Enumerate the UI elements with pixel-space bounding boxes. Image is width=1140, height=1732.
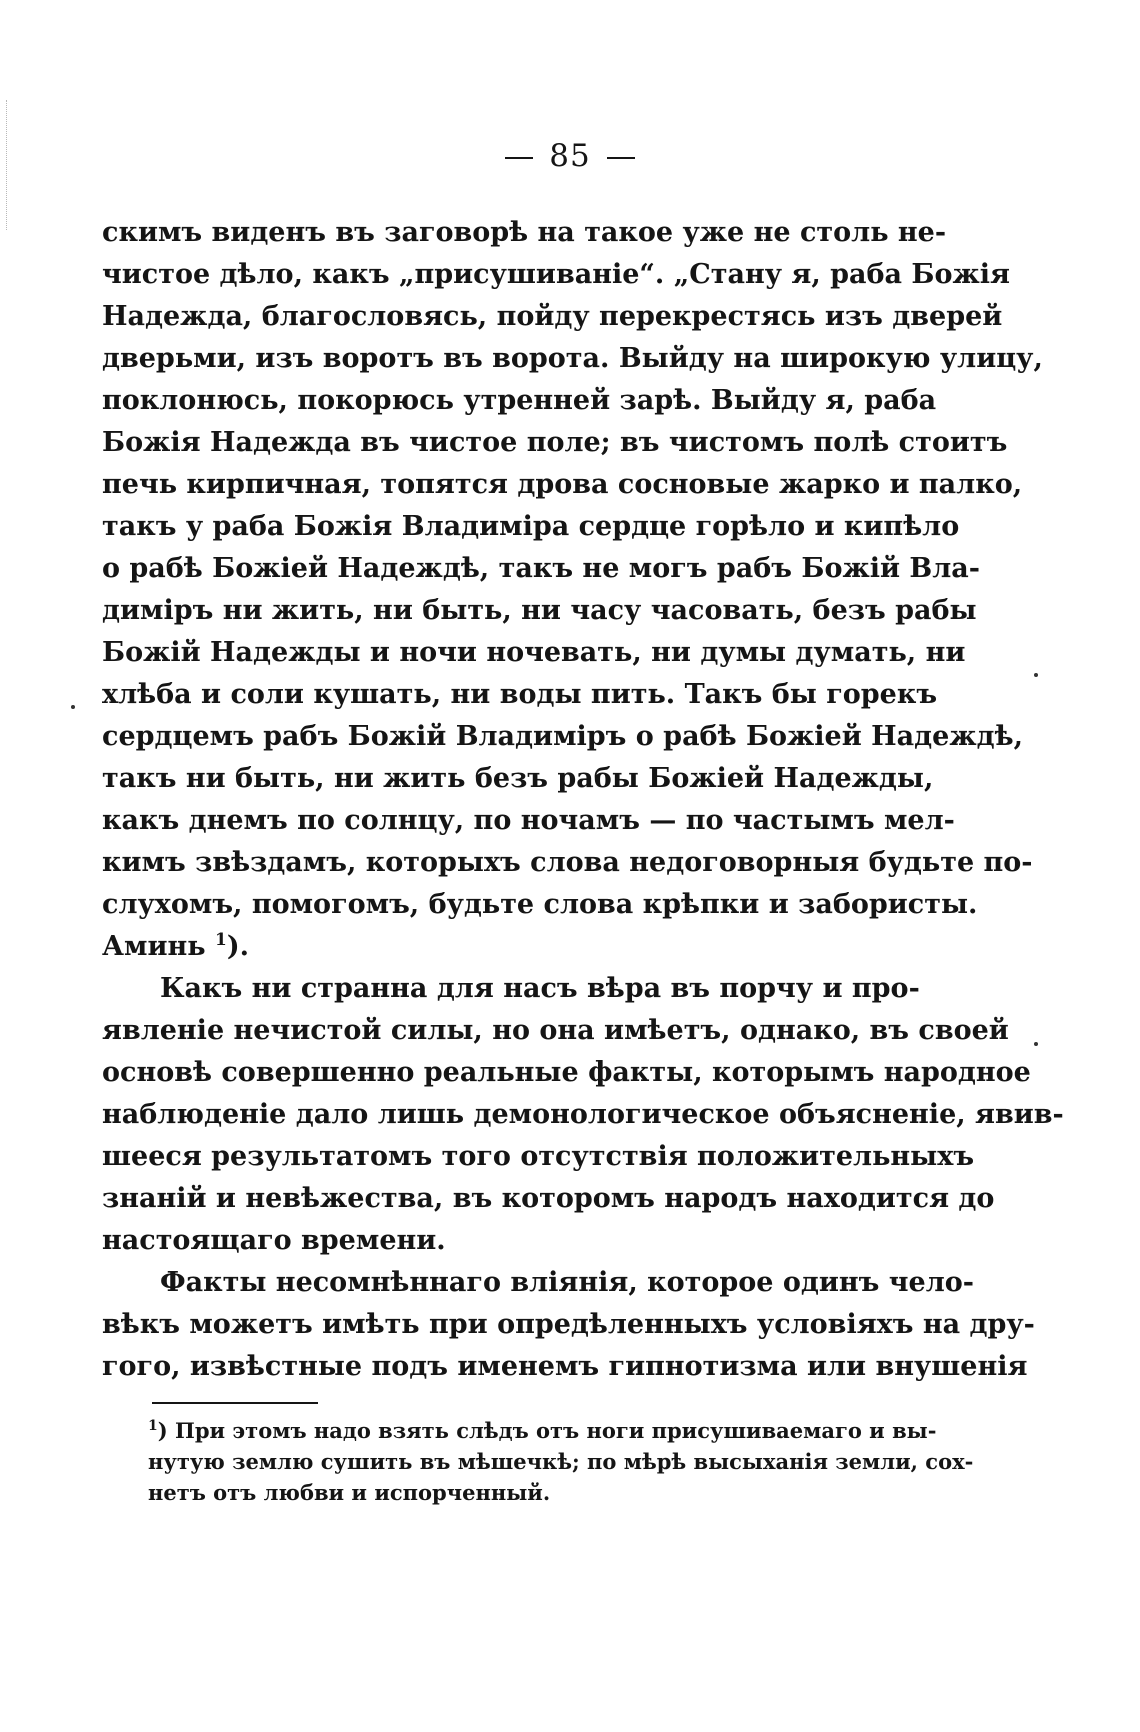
text-line: дверьми, изъ воротъ въ ворота. Выйду на широкую улицу, bbox=[102, 343, 1043, 374]
main-text bbox=[102, 212, 1064, 1388]
footnote-line: нутую землю сушить въ мѣшечкѣ; по мѣрѣ высыханія земли, сох- bbox=[148, 1449, 974, 1474]
text-line: основѣ совершенно реальные факты, которымъ народное bbox=[102, 1057, 1031, 1088]
text-line: печь кирпичная, топятся дрова сосновые жарко и палко, bbox=[102, 469, 1023, 500]
footnote-line: нетъ отъ любви и испорченный. bbox=[148, 1480, 551, 1505]
text-line: явленіе нечистой силы, но она имѣетъ, однако, въ своей bbox=[102, 1015, 1009, 1046]
text-line: Надежда, благословясь, пойду перекрестясь изъ дверей bbox=[102, 301, 1003, 332]
text-line: Божія Надежда въ чистое поле; въ чистомъ полѣ стоитъ bbox=[102, 427, 1008, 458]
text-line: Факты несомнѣннаго вліянія, которое одинъ чело- bbox=[160, 1267, 974, 1298]
text-line: такъ ни быть, ни жить безъ рабы Божіей Надежды, bbox=[102, 763, 934, 794]
page-number-dash-right bbox=[607, 157, 635, 159]
footnote-ref-close: ). bbox=[226, 931, 249, 962]
ink-speck bbox=[1034, 1042, 1038, 1046]
text-line: знаній и невѣжества, въ которомъ народъ находится до bbox=[102, 1183, 995, 1214]
page-number bbox=[0, 138, 1140, 174]
text-line: наблюденіе дало лишь демонологическое объясненіе, явив- bbox=[102, 1099, 1064, 1130]
footnote-marker: 1 bbox=[148, 1418, 158, 1434]
text-line: поклонюсь, покорюсь утренней зарѣ. Выйду я, раба bbox=[102, 385, 937, 416]
page-number-dash-left bbox=[505, 157, 533, 159]
text-line: о рабѣ Божіей Надеждѣ, такъ не могъ рабъ Божій Вла- bbox=[102, 553, 980, 584]
footnote-line bbox=[148, 1415, 937, 1446]
ink-speck bbox=[1034, 673, 1038, 677]
text-line: Божій Надежды и ночи ночевать, ни думы думать, ни bbox=[102, 637, 966, 668]
text-line: какъ днемъ по солнцу, по ночамъ — по частымъ мел- bbox=[102, 805, 955, 836]
footnote-line-text: ) При этомъ надо взять слѣдъ отъ ноги присушиваемаго и вы- bbox=[157, 1418, 937, 1443]
text-line: кимъ звѣздамъ, которыхъ слова недоговорныя будьте по- bbox=[102, 847, 1033, 878]
text-line: настоящаго времени. bbox=[102, 1225, 446, 1256]
text-line: сердцемъ рабъ Божій Владиміръ о рабѣ Божіей Надеждѣ, bbox=[102, 721, 1023, 752]
text-line: Какъ ни странна для насъ вѣра въ порчу и про- bbox=[160, 973, 920, 1004]
text-line: гого, извѣстные подъ именемъ гипнотизма или внушенія bbox=[102, 1351, 1028, 1382]
text-line: вѣкъ можетъ имѣть при опредѣленныхъ условіяхъ на дру- bbox=[102, 1309, 1035, 1340]
footnote-divider bbox=[152, 1402, 318, 1404]
amen-word: Аминь bbox=[102, 931, 206, 962]
text-line: такъ у раба Божія Владиміра сердце горѣло и кипѣло bbox=[102, 511, 960, 542]
text-line: хлѣба и соли кушать, ни воды пить. Такъ бы горекъ bbox=[102, 679, 938, 710]
ink-speck bbox=[71, 705, 75, 709]
footnote bbox=[148, 1415, 974, 1508]
text-line: чистое дѣло, какъ „присушиваніе“. „Стану я, раба Божія bbox=[102, 259, 1010, 290]
footnote-ref-marker: 1 bbox=[214, 930, 227, 950]
text-line-amen bbox=[102, 926, 894, 968]
text-line: скимъ виденъ въ заговорѣ на такое уже не столь не- bbox=[102, 217, 947, 248]
text-line: шееся результатомъ того отсутствія положительныхъ bbox=[102, 1141, 975, 1172]
text-line: слухомъ, помогомъ, будьте слова крѣпки и забористы. bbox=[102, 889, 978, 920]
text-line: диміръ ни жить, ни быть, ни часу часовать, безъ рабы bbox=[102, 595, 977, 626]
page-number-value: 85 bbox=[549, 138, 591, 174]
